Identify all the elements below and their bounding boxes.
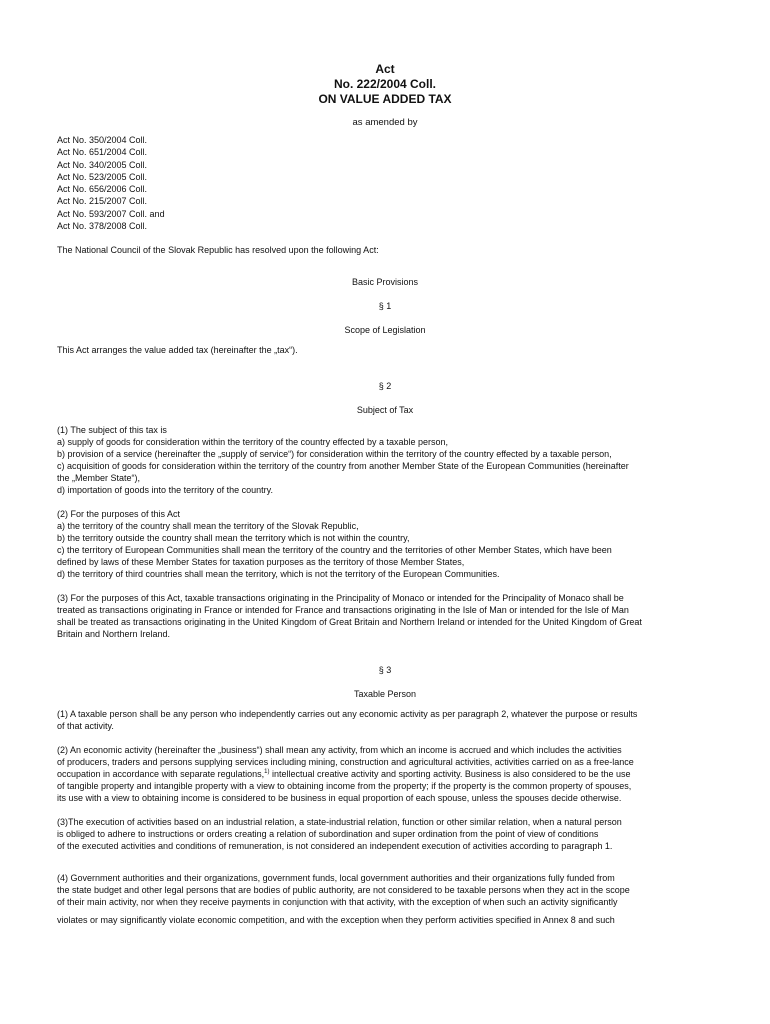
paragraph-line: d) the territory of third countries shall mean the territory, which is not the territory of the European Communities. xyxy=(57,569,500,580)
paragraph-line: b) the territory outside the country shall mean the territory which is not within the country, xyxy=(57,533,410,544)
section-1-text: This Act arranges the value added tax (hereinafter the „tax“). xyxy=(57,345,298,356)
paragraph-line: is obliged to adhere to instructions or orders creating a relation of subordination and super ordination from the point of view of conditions xyxy=(57,829,599,840)
document-page xyxy=(57,62,713,926)
section-2-number: § 2 xyxy=(378,381,392,392)
paragraph-line: a) supply of goods for consideration within the territory of the country effected by a taxable person, xyxy=(57,437,449,448)
paragraph-line: (3) For the purposes of this Act, taxable transactions originating in the Principality of Monaco or intended for the Principality of Monaco shall be xyxy=(57,593,624,604)
amendment-item: Act No. 656/2006 Coll. xyxy=(57,184,148,195)
paragraph-line: of tangible property and intangible property with a view to obtaining income from the property; if the property is the common property of spouses, xyxy=(57,781,632,792)
paragraph-line: (3)The execution of activities based on an industrial relation, a state-industrial relation, function or other similar relation, when a natural person xyxy=(57,817,622,828)
paragraph-line: of their main activity, nor when they receive payments in conjunction with that activity, with the exception of when such an activity significantly xyxy=(57,897,618,908)
paragraph-line: (2) For the purposes of this Act xyxy=(57,509,181,520)
section-3-paragraph-1 xyxy=(57,708,713,732)
paragraph-line: c) acquisition of goods for consideration within the territory of the country from another Member State of the European Communities (hereinafter xyxy=(57,461,629,472)
section-3-number: § 3 xyxy=(378,665,392,676)
section-2-paragraph-2 xyxy=(57,508,713,580)
section-2-paragraph-3 xyxy=(57,592,713,640)
paragraph-line: the „Member State“), xyxy=(57,473,141,484)
amendment-list xyxy=(57,134,713,232)
paragraph-line: c) the territory of European Communities shall mean the territory of the country and the territories of other Member States, which have been xyxy=(57,545,612,556)
paragraph-text: intellectual creative activity and sporting activity. Business is also considered to be the use xyxy=(269,769,631,780)
paragraph-line: (2) An economic activity (hereinafter the „business“) shall mean any activity, from which an income is accrued and which includes the activities xyxy=(57,745,622,756)
footnote-reference: 1) xyxy=(264,769,270,776)
section-3-paragraph-4 xyxy=(57,872,713,926)
section-2-paragraph-1 xyxy=(57,424,713,496)
paragraph-line: defined by laws of these Member States for taxation purposes as the territory of those Member States, xyxy=(57,557,465,568)
section-3-paragraph-2 xyxy=(57,744,713,804)
title-number: No. 222/2004 Coll. xyxy=(333,77,437,91)
paragraph-line: treated as transactions originating in France or intended for France and transactions originating in the Isle of Man or intended for the Isle of Man xyxy=(57,605,629,616)
paragraph-text: occupation in accordance with separate regulations, xyxy=(57,769,265,780)
amendment-item: Act No. 350/2004 Coll. xyxy=(57,135,148,145)
paragraph-line: (4) Government authorities and their organizations, government funds, local government authorities and their organizations fully funded from xyxy=(57,873,615,884)
amendment-item: Act No. 593/2007 Coll. and xyxy=(57,208,165,219)
amendment-item: Act No. 340/2005 Coll. xyxy=(57,159,148,170)
document-title xyxy=(57,62,713,107)
paragraph-line: (1) The subject of this tax is xyxy=(57,425,167,436)
title-name: ON VALUE ADDED TAX xyxy=(318,92,452,106)
section-3-heading: Taxable Person xyxy=(353,689,417,700)
amended-by-label: as amended by xyxy=(352,117,418,128)
amendment-item: Act No. 215/2007 Coll. xyxy=(57,196,148,207)
paragraph-line: the state budget and other legal persons that are bodies of public authority, are not considered to be taxable persons when they act in the scope xyxy=(57,885,630,896)
amendment-item: Act No. 523/2005 Coll. xyxy=(57,171,148,182)
paragraph-line: Britain and Northern Ireland. xyxy=(57,629,171,640)
paragraph-line: its use with a view to obtaining income is considered to be business in equal proportion of each spouse, unless the spouses decide otherwise. xyxy=(57,793,622,804)
paragraph-line: (1) A taxable person shall be any person who independently carries out any economic activity as per paragraph 2, whatever the purpose or results xyxy=(57,709,638,720)
paragraph-line: d) importation of goods into the territory of the country. xyxy=(57,485,273,496)
amendment-item: Act No. 651/2004 Coll. xyxy=(57,147,148,158)
paragraph-line: a) the territory of the country shall mean the territory of the Slovak Republic, xyxy=(57,521,359,532)
section-3-paragraph-3 xyxy=(57,816,713,852)
paragraph-line xyxy=(57,768,713,780)
paragraph-line: of the executed activities and conditions of remuneration, is not considered an independent execution of activities according to paragraph 1. xyxy=(57,841,613,852)
paragraph-line: violates or may significantly violate economic competition, and with the exception when they perform activities specified in Annex 8 and such xyxy=(57,915,615,926)
paragraph-line: b) provision of a service (hereinafter the „supply of service“) for consideration within the territory of the country effected by a taxable person, xyxy=(57,449,612,460)
preamble: The National Council of the Slovak Republic has resolved upon the following Act: xyxy=(57,245,379,256)
section-2-heading: Subject of Tax xyxy=(356,405,414,416)
section-1-number: § 1 xyxy=(378,301,392,312)
paragraph-line: of that activity. xyxy=(57,721,114,732)
section-1-heading: Scope of Legislation xyxy=(344,325,426,336)
amendment-item: Act No. 378/2008 Coll. xyxy=(57,221,148,232)
paragraph-line: of producers, traders and persons supplying services including mining, construction and agricultural activities, activities carried on as a free-lance xyxy=(57,757,634,768)
part-heading: Basic Provisions xyxy=(351,277,419,288)
paragraph-line: shall be treated as transactions originating in the United Kingdom of Great Britain and Northern Ireland or intended for the United Kingdom of Great xyxy=(57,617,642,628)
title-act: Act xyxy=(375,62,395,76)
